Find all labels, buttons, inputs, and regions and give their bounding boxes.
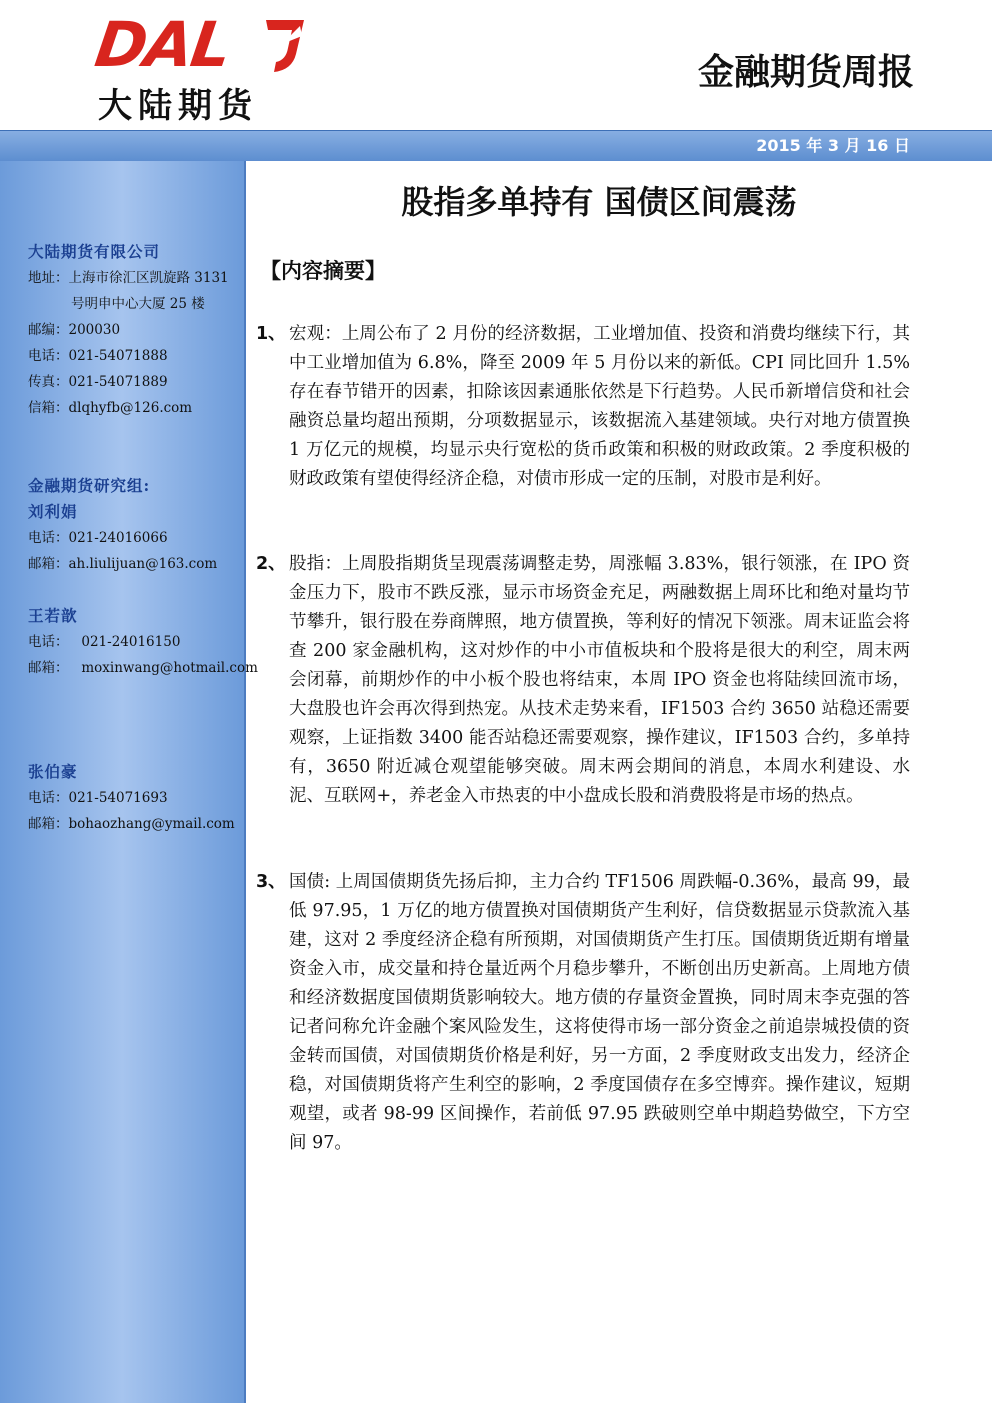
company-logo: [90, 8, 312, 126]
summary-heading: 【内容摘要】: [260, 259, 386, 283]
analyst-email: 邮箱： moxinwang@hotmail.com: [28, 660, 258, 676]
report-title: 金融期货周报: [697, 52, 914, 93]
analyst-name: 张伯豪: [28, 762, 78, 781]
company-postcode: 邮编：200030: [28, 322, 121, 338]
company-name: 大陆期货有限公司: [28, 242, 161, 261]
logo-chinese-name: 大陆期货: [98, 86, 258, 126]
company-fax: 传真：021-54071889: [28, 374, 168, 390]
company-address-line-2: 号明申中心大厦 25 楼: [71, 296, 205, 312]
logo-arrow-icon: [260, 14, 310, 78]
company-phone: 电话：021-54071888: [28, 348, 168, 364]
company-address-line-1: 地址：上海市徐汇区凯旋路 3131: [28, 270, 229, 286]
company-email: 信箱：dlqhyfb@126.com: [28, 400, 193, 416]
research-group-title: 金融期货研究组:: [28, 476, 151, 495]
paragraph-text: 宏观：上周公布了 2 月份的经济数据，工业增加值、投资和消费均继续下行，其中工业增加值为 6.8%，降至 2009 年 5 月份以来的新低。CPI 同比回升 1.5%存在春节错开的因素，扣除该因素通胀依然是下行趋势。人民币新增信贷和社会融资总量均超出预期，分项数据显示，该数据流入基建领域。央行对地方债置换 1 万亿元的规模，均显示央行宽松的货币政策和积极的财政政策。2 季度积极的财政政策有望使得经济企稳，对债市形成一定的压制，对股市是利好。: [289, 324, 910, 489]
paragraph-number: 1、: [256, 324, 286, 344]
analyst-phone: 电话：021-54071693: [28, 790, 168, 806]
analyst-contact: [28, 603, 258, 681]
summary-paragraph-index-futures: [256, 550, 910, 811]
report-date: 2015 年 3 月 16 日: [756, 136, 910, 155]
paragraph-text: 国债: 上周国债期货先扬后抑，主力合约 TF1506 周跌幅-0.36%，最高 99，最低 97.95，1 万亿的地方债置换对国债期货产生利好，信贷数据显示贷款流入基建，这对 2 季度经济企稳有所预期，对国债期货产生打压。国债期货近期有增量资金入市，成交量和持仓量近两个月稳步攀升，不断创出历史新高。上周地方债和经济数据度国债期货影响较大。地方债的存量资金置换，同时周末李克强的答记者问称允许金融个案风险发生，这将使得市场一部分资金之前追崇城投债的资金转而国债，对国债期货价格是利好，另一方面，2 季度财政支出发力，经济企稳，对国债期货将产生利空的影响，2 季度国债存在多空博弈。操作建议，短期观望，或者 98-99 区间操作，若前低 97.95 跌破则空单中期趋势做空，下方空间 97。: [289, 872, 910, 1153]
paragraph-text: 股指：上周股指期货呈现震荡调整走势，周涨幅 3.83%，银行领涨，在 IPO 资金压力下，股市不跌反涨，显示市场资金充足，两融数据上周环比和绝对量均节节攀升，银行股在券商牌照，地方债置换，等利好的情况下领涨。周末证监会将查 200 家金融机构，这对炒作的中小市值板块和个股将是很大的利空，周末两会闭幕，前期炒作的中小板个股也将结束，本周 IPO 资金也将陆续回流市场，大盘股也许会再次得到热宠。从技术走势来看，IF1503 合约 3650 站稳还需要观察，上证指数 3400 能否站稳还需要观察，操作建议，IF1503 合约，多单持有，3650 附近减仓观望能够突破。周末两会期间的消息，本周水利建设、水泥、互联网+，养老金入市热衷的中小盘成长股和消费股将是市场的热点。: [289, 554, 910, 806]
analyst-name: 王若歆: [28, 606, 78, 625]
analyst-email: 邮箱：bohaozhang@ymail.com: [28, 816, 235, 832]
analyst-email: 邮箱：ah.liulijuan@163.com: [28, 556, 218, 572]
paragraph-number: 2、: [256, 554, 286, 574]
summary-paragraph-treasury-futures: [256, 868, 910, 1158]
date-bar: [0, 130, 992, 161]
summary-paragraph-macro: [256, 320, 910, 494]
sidebar: [0, 161, 258, 1403]
analyst-phone: 电话：021-24016066: [28, 530, 168, 546]
research-group: [28, 473, 217, 577]
analyst-contact: [28, 759, 235, 837]
article-headline: 股指多单持有 国债区间震荡: [401, 183, 797, 221]
analyst-name: 刘利娟: [28, 502, 78, 521]
logo-wordmark: DAL: [90, 8, 235, 81]
company-contact: [28, 239, 229, 421]
paragraph-number: 3、: [256, 872, 286, 892]
analyst-phone: 电话： 021-24016150: [28, 634, 181, 650]
